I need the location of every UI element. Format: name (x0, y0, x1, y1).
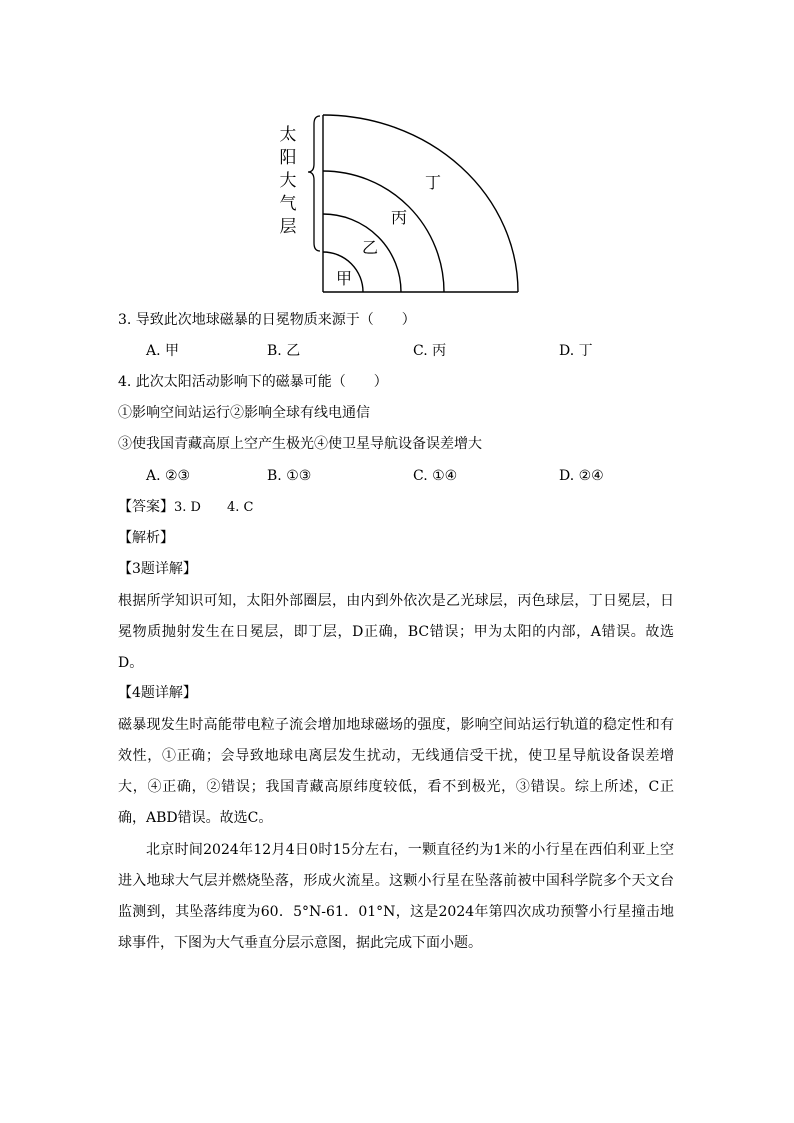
answer-label: 【答案】 (118, 499, 174, 515)
q3-option-d: D. 丁 (559, 343, 593, 359)
q4-statement-2: ③使我国青藏高原上空产生极光④使卫星导航设备误差增大 (118, 436, 482, 452)
detail-3-text: 根据所学知识可知，太阳外部圈层，由内到外依次是乙光球层，丙色球层，丁日冕层，日冕物质抛射发生在日冕层，即丁层，D正确，BC错误；甲为太阳的内部，A错误。故选D。 (118, 593, 674, 671)
sun-layers-figure (268, 110, 538, 300)
layer-label-ding: 丁 (425, 173, 442, 192)
q4-option-d: D. ②④ (559, 468, 604, 484)
vertical-label-char: 层 (279, 217, 297, 237)
detail-4-label: 【4题详解】 (118, 685, 197, 701)
analysis-label: 【解析】 (118, 530, 174, 546)
detail-4-text: 磁暴现发生时高能带电粒子流会增加地球磁场的强度，影响空间站运行轨道的稳定性和有效性，①正确；会导致地球电离层发生扰动，无线通信受干扰，使卫星导航设备误差增大，④正确，②错误；我国青藏高原纬度较低，看不到极光，③错误。综上所述，C正确，ABD错误。故选C。 (118, 717, 674, 826)
answer-line (118, 497, 253, 518)
question-3-stem: 3. 导致此次地球磁暴的日冕物质来源于（ ） (118, 312, 416, 328)
vertical-label-char: 气 (279, 194, 297, 214)
answer-value: 3. D 4. C (174, 500, 254, 515)
sun-atmosphere-diagram (268, 110, 538, 300)
q4-option-c: C. ①④ (413, 468, 458, 484)
sun-atmosphere-label (278, 124, 298, 239)
q4-statement-1: ①影响空间站运行②影响全球有线电通信 (118, 405, 370, 421)
vertical-label-char: 太 (279, 125, 297, 145)
q3-option-a: A. 甲 (146, 343, 180, 359)
detail-3-label: 【3题详解】 (118, 561, 197, 577)
layer-label-yi: 乙 (362, 238, 379, 257)
q3-option-b: B. 乙 (267, 343, 301, 359)
brace (308, 116, 320, 251)
q4-option-a: A. ②③ (146, 468, 191, 484)
vertical-label-char: 大 (279, 171, 297, 191)
q3-option-c: C. 丙 (413, 343, 447, 359)
material-paragraph: 北京时间2024年12月4日0时15分左右，一颗直径约为1米的小行星在西伯利亚上空进入地球大气层并燃烧坠落，形成火流星。这颗小行星在坠落前被中国科学院多个天文台监测到，其坠落纬度为60．5°N-61．01°N，这是2024年第四次成功预警小行星撞击地球事件，下图为大气垂直分层示意图，据此完成下面小题。 (118, 842, 674, 951)
vertical-label-char: 阳 (279, 148, 297, 168)
layer-label-bing: 丙 (391, 208, 408, 227)
q4-option-b: B. ①③ (267, 468, 312, 484)
layer-label-jia: 甲 (336, 269, 353, 288)
question-4-stem: 4. 此次太阳活动影响下的磁暴可能（ ） (118, 374, 388, 390)
